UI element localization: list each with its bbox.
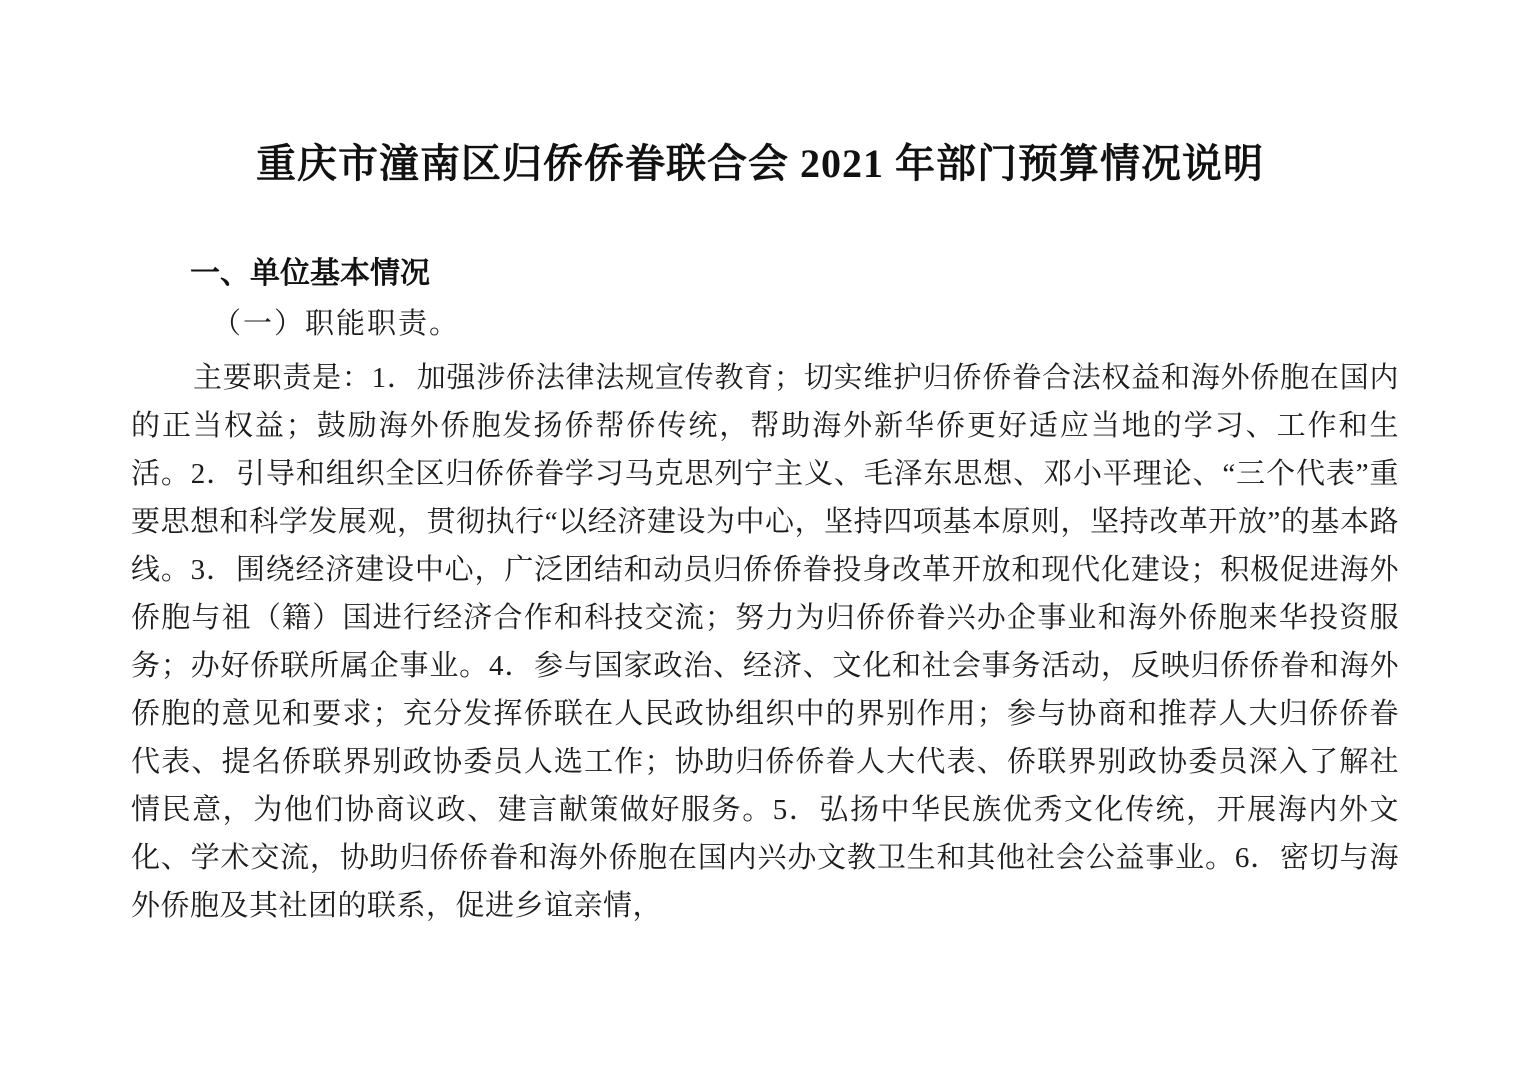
section-heading-basic-info: 一、单位基本情况	[190, 257, 430, 290]
body-paragraph-duties: 主要职责是：1．加强涉侨法律法规宣传教育；切实维护归侨侨眷合法权益和海外侨胞在国内的正当权益；鼓励海外侨胞发扬侨帮侨传统，帮助海外新华侨更好适应当地的学习、工作和生活。2．引导和组织全区归侨侨眷学习马克思列宁主义、毛泽东思想、邓小平理论、“三个代表”重要思想和科学发展观，贯彻执行“以经济建设为中心，坚持四项基本原则，坚持改革开放”的基本路线。3．围绕经济建设中心，广泛团结和动员归侨侨眷投身改革开放和现代化建设；积极促进海外侨胞与祖（籍）国进行经济合作和科技交流；努力为归侨侨眷兴办企事业和海外侨胞来华投资服务；办好侨联所属企事业。4．参与国家政治、经济、文化和社会事务活动，反映归侨侨眷和海外侨胞的意见和要求；充分发挥侨联在人民政协组织中的界别作用；参与协商和推荐人大归侨侨眷代表、提名侨联界别政协委员人选工作；协助归侨侨眷人大代表、侨联界别政协委员深入了解社情民意，为他们协商议政、建言献策做好服务。5．弘扬中华民族优秀文化传统，开展海内外文化、学术交流，协助归侨侨眷和海外侨胞在国内兴办文教卫生和其他社会公益事业。6．密切与海外侨胞及其社团的联系，促进乡谊亲情，	[131, 362, 1399, 922]
document-title: 重庆市潼南区归侨侨眷联合会 2021 年部门预算情况说明	[256, 141, 1264, 186]
subsection-heading-duties: （一）职能职责。	[212, 308, 461, 340]
